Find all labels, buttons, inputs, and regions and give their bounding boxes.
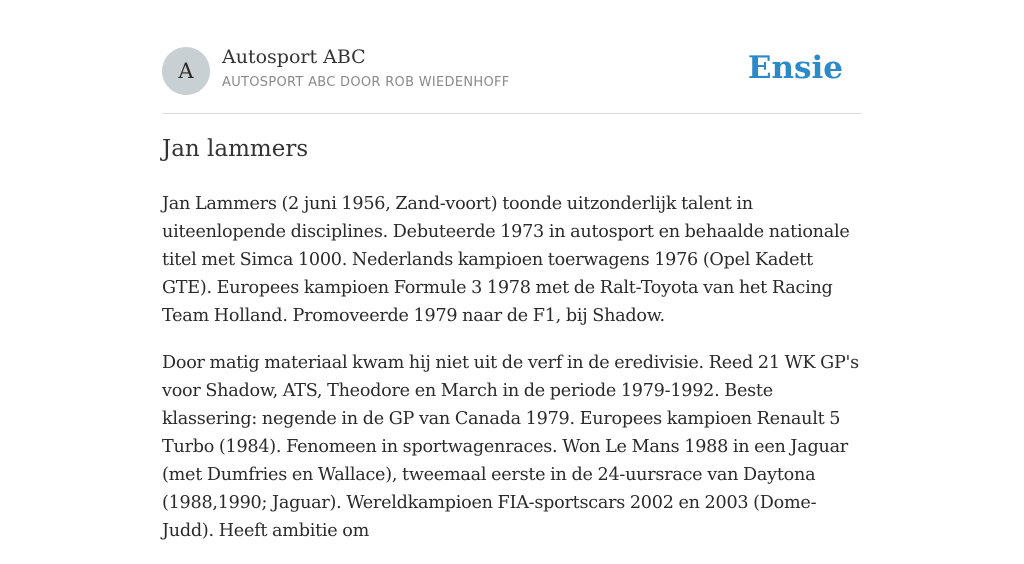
author-name-link[interactable]: Autosport ABC — [222, 46, 366, 68]
author-header — [162, 0, 862, 114]
author-subtitle: AUTOSPORT ABC DOOR ROB WIEDENHOFF — [222, 75, 510, 90]
avatar[interactable]: A — [162, 47, 210, 95]
article-paragraph: Door matig materiaal kwam hij niet uit de verf in de eredivisie. Reed 21 WK GP's voor Shadow, ATS, Theodore en March in de periode 1979-1992. Beste klassering: negende in de GP van Canada 1979. Europees kampioen Renault 5 Turbo (1984). Fenomeen in sportwagenraces. Won Le Mans 1988 in een Jaguar (met Dumfries en Wallace), tweemaal eerste in de 24-uursrace van Daytona (1988,1990; Jaguar). Wereldkampioen FIA-sportscars 2002 en 2003 (Dome-Judd). Heeft ambitie om — [162, 353, 859, 541]
article-body — [162, 190, 862, 564]
ensie-logo-link[interactable]: Ensie — [747, 50, 843, 86]
article-title: Jan lammers — [162, 136, 309, 162]
page — [162, 0, 862, 541]
article-paragraph: Jan Lammers (2 juni 1956, Zand-voort) toonde uitzonderlijk talent in uiteenlopende disciplines. Debuteerde 1973 in autosport en behaalde nationale titel met Simca 1000. Nederlands kampioen toerwagens 1976 (Opel Kadett GTE). Europees kampioen Formule 3 1978 met de Ralt-Toyota van het Racing Team Holland. Promoveerde 1979 naar de F1, bij Shadow. — [162, 194, 850, 326]
